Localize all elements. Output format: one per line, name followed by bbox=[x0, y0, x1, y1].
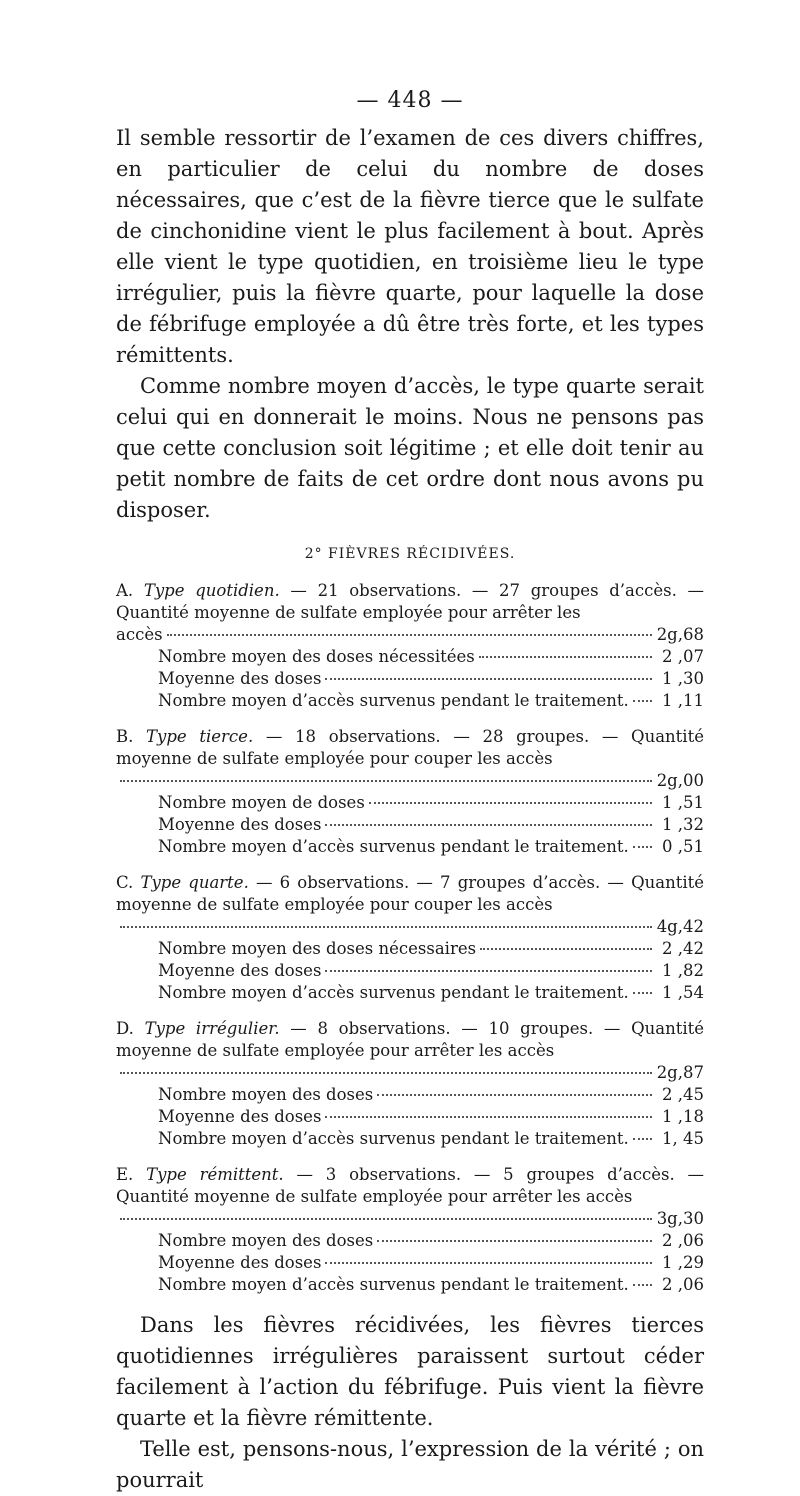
stat-value: 2 ,06 bbox=[662, 1231, 704, 1250]
leader-dots bbox=[633, 1284, 652, 1286]
stat-value: 1 ,32 bbox=[662, 815, 704, 834]
closing-paragraph-2: Telle est, pensons-nous, l’expression de la vérité ; on pourrait bbox=[116, 1437, 704, 1492]
stat-row bbox=[158, 938, 704, 960]
quantity-label: accès bbox=[116, 625, 163, 644]
block-type: Type quotidien. bbox=[143, 581, 280, 600]
closing-paragraph-1: Dans les fièvres récidivées, les fièvres tierces quotidiennes irrégulières paraissent surtout céder facilement à l’action du fébrifuge. Puis vient la fièvre quarte et la fièvre rémittente. bbox=[116, 1313, 704, 1430]
stat-value: 2 ,07 bbox=[662, 647, 704, 666]
fever-block bbox=[116, 580, 704, 712]
stat-label: Nombre moyen des doses bbox=[158, 1231, 374, 1250]
fever-block-intro bbox=[116, 1018, 704, 1062]
stat-row bbox=[158, 690, 704, 712]
stat-row bbox=[158, 668, 704, 690]
stat-value: 1 ,54 bbox=[662, 983, 704, 1002]
quantity-value: 2g,87 bbox=[656, 1063, 704, 1082]
leader-dots bbox=[325, 1116, 652, 1118]
quantity-row bbox=[116, 624, 704, 646]
quantity-row bbox=[116, 916, 704, 938]
block-description: — 8 observations. — 10 groupes. — Quantité moyenne de sulfate employée pour arrêter les accès bbox=[116, 1019, 704, 1060]
stat-row bbox=[158, 1252, 704, 1274]
stat-label: Nombre moyen d’accès survenus pendant le traitement. bbox=[158, 691, 629, 710]
stat-label: Moyenne des doses bbox=[158, 1253, 322, 1272]
quantity-row bbox=[116, 770, 704, 792]
stat-label: Nombre moyen des doses nécessaires bbox=[158, 939, 477, 958]
stat-label: Nombre moyen de doses bbox=[158, 793, 365, 812]
block-description: — 18 observations. — 28 groupes. — Quantité moyenne de sulfate employée pour couper les accès bbox=[116, 727, 704, 768]
stat-value: 1, 45 bbox=[662, 1129, 704, 1148]
block-type: Type irrégulier. bbox=[144, 1019, 280, 1038]
block-letter: C. bbox=[116, 873, 134, 892]
quantity-value: 2g,68 bbox=[656, 625, 704, 644]
stat-row bbox=[158, 792, 704, 814]
stat-row bbox=[158, 1230, 704, 1252]
stat-label: Nombre moyen d’accès survenus pendant le traitement. bbox=[158, 1129, 629, 1148]
stat-label: Nombre moyen d’accès survenus pendant le traitement. bbox=[158, 1275, 629, 1294]
fever-block bbox=[116, 1018, 704, 1150]
fever-block bbox=[116, 1164, 704, 1296]
leader-dots bbox=[369, 802, 652, 804]
quantity-row bbox=[116, 1208, 704, 1230]
stat-label: Moyenne des doses bbox=[158, 669, 322, 688]
leader-dots bbox=[120, 926, 652, 928]
stat-value: 1 ,29 bbox=[662, 1253, 704, 1272]
stat-row bbox=[158, 836, 704, 858]
leader-dots bbox=[480, 948, 652, 950]
leader-dots bbox=[120, 1072, 652, 1074]
leader-dots bbox=[633, 846, 652, 848]
stat-value: 2 ,06 bbox=[662, 1275, 704, 1294]
fever-block-intro bbox=[116, 580, 704, 624]
stat-value: 1 ,51 bbox=[662, 793, 704, 812]
leader-dots bbox=[633, 700, 652, 702]
fever-block bbox=[116, 726, 704, 858]
section-title: 2° FIÈVRES RÉCIDIVÉES. bbox=[304, 546, 516, 562]
leader-dots bbox=[325, 824, 652, 826]
stat-value: 0 ,51 bbox=[662, 837, 704, 856]
block-description: — 21 observations. — 27 groupes d’accès. — Quantité moyenne de sulfate employée pour arrêter les bbox=[116, 581, 704, 622]
fever-block-intro bbox=[116, 872, 704, 916]
block-description: — 3 observations. — 5 groupes d’accès. — Quantité moyenne de sulfate employée pour arrêter les accès bbox=[116, 1165, 704, 1206]
stat-value: 1 ,30 bbox=[662, 669, 704, 688]
stat-label: Nombre moyen des doses nécessitées bbox=[158, 647, 475, 666]
fever-type-blocks bbox=[116, 580, 704, 1296]
block-letter: E. bbox=[116, 1165, 134, 1184]
stat-value: 1 ,11 bbox=[662, 691, 704, 710]
leader-dots bbox=[479, 656, 652, 658]
fever-block-intro bbox=[116, 726, 704, 770]
stat-label: Nombre moyen des doses bbox=[158, 1085, 374, 1104]
stat-value: 1 ,82 bbox=[662, 961, 704, 980]
stat-label: Moyenne des doses bbox=[158, 1107, 322, 1126]
intro-paragraph-2: Comme nombre moyen d’accès, le type quarte serait celui qui en donnerait le moins. Nous ne pensons pas que cette conclusion soit légitime ; et elle doit tenir au petit nombre de faits de cet ordre dont nous avons pu disposer. bbox=[116, 374, 704, 522]
stat-row bbox=[158, 814, 704, 836]
leader-dots bbox=[325, 970, 652, 972]
leader-dots bbox=[120, 1218, 652, 1220]
block-letter: D. bbox=[116, 1019, 134, 1038]
stat-row bbox=[158, 1128, 704, 1150]
intro-paragraph-1: Il semble ressortir de l’examen de ces divers chiffres, en particulier de celui du nombre de doses nécessaires, que c’est de la fièvre tierce que le sulfate de cinchonidine vient le plus facilement à bout. Après elle vient le type quotidien, en troisième lieu le type irrégulier, puis la fièvre quarte, pour laquelle la dose de fébrifuge employée a dû être très forte, et les types rémittents. bbox=[116, 126, 704, 367]
quantity-value: 3g,30 bbox=[656, 1209, 704, 1228]
stat-label: Nombre moyen d’accès survenus pendant le traitement. bbox=[158, 837, 629, 856]
stat-label: Moyenne des doses bbox=[158, 961, 322, 980]
block-description: — 6 observations. — 7 groupes d’accès. — Quantité moyenne de sulfate employée pour couper les accès bbox=[116, 873, 704, 914]
stat-value: 1 ,18 bbox=[662, 1107, 704, 1126]
stat-row bbox=[158, 1274, 704, 1296]
block-letter: B. bbox=[116, 727, 134, 746]
leader-dots bbox=[120, 780, 652, 782]
block-type: Type quarte. bbox=[140, 873, 249, 892]
page-number: — 448 — bbox=[356, 88, 464, 113]
stat-row bbox=[158, 960, 704, 982]
block-type: Type tierce. bbox=[146, 727, 254, 746]
leader-dots bbox=[377, 1240, 652, 1242]
block-type: Type rémittent. bbox=[146, 1165, 284, 1184]
quantity-value: 2g,00 bbox=[656, 771, 704, 790]
leader-dots bbox=[633, 992, 652, 994]
stat-value: 2 ,42 bbox=[662, 939, 704, 958]
stat-label: Nombre moyen d’accès survenus pendant le traitement. bbox=[158, 983, 629, 1002]
block-letter: A. bbox=[116, 581, 134, 600]
stat-row bbox=[158, 982, 704, 1004]
stat-row bbox=[158, 1084, 704, 1106]
fever-block bbox=[116, 872, 704, 1004]
stat-row bbox=[158, 1106, 704, 1128]
quantity-value: 4g,42 bbox=[656, 917, 704, 936]
stat-label: Moyenne des doses bbox=[158, 815, 322, 834]
quantity-row bbox=[116, 1062, 704, 1084]
stat-value: 2 ,45 bbox=[662, 1085, 704, 1104]
stat-row bbox=[158, 646, 704, 668]
leader-dots bbox=[377, 1094, 652, 1096]
leader-dots bbox=[325, 1262, 652, 1264]
fever-block-intro bbox=[116, 1164, 704, 1208]
leader-dots bbox=[633, 1138, 652, 1140]
leader-dots bbox=[167, 634, 652, 636]
leader-dots bbox=[325, 678, 652, 680]
